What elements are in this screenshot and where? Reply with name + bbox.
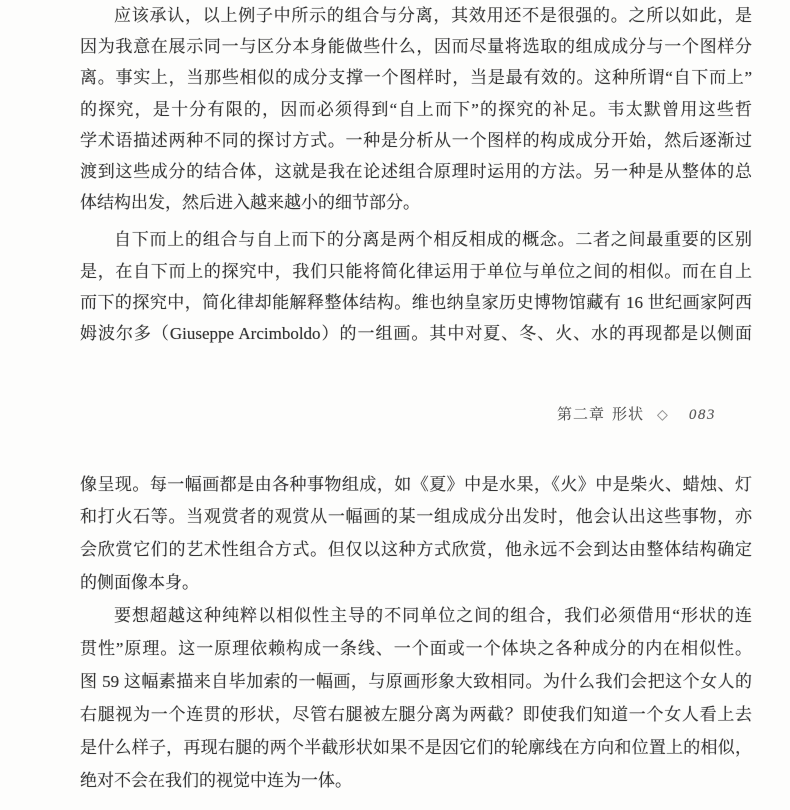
text-line: 绝对不会在我们的视觉中连为一体。 (80, 770, 352, 790)
text-line: 体结构出发，然后进入越来越小的细节部分。 (80, 193, 420, 213)
text-line: 右腿视为一个连贯的形状，尽管右腿被左腿分离为两截？即使我们知道一个女人看上去 (80, 704, 752, 724)
text-line: 和打火石等。当观赏者的观赏从一幅画的某一组成成分出发时，他会认出这些事物，亦 (80, 507, 752, 527)
text-line: 的探究，是十分有限的，因而必须得到“自上而下”的探究的补足。韦太默曾用这些哲 (80, 99, 752, 119)
text-line: 会欣赏它们的艺术性组合方式。但仅以这种方式欣赏，他永远不会到达由整体结构确定 (80, 540, 752, 560)
text-line: 要想超越这种纯粹以相似性主导的不同单位之间的组合，我们必须借用“形状的连 (114, 606, 752, 626)
page-083-body-text (80, 0, 752, 349)
text-line: 是什么样子，再现右腿的两个半截形状如果不是因它们的轮廓线在方向和位置上的相似， (80, 737, 752, 757)
text-line: 是，在自下而上的探究中，我们只能将简化律运用于单位与单位之间的相似。而在自上 (80, 261, 752, 281)
page-footer (557, 404, 716, 427)
text-line: 离。事实上，当那些相似的成分支撑一个图样时，当是最有效的。这种所谓“自下而上” (80, 68, 752, 88)
text-line: 像呈现。每一幅画都是由各种事物组成，如《夏》中是水果，《火》中是柴火、蜡烛、灯 (80, 474, 752, 494)
text-line: 图 59 这幅素描来自毕加索的一幅画，与原画形象大致相同。为什么我们会把这个女人的 (80, 671, 752, 691)
text-line: 学术语描述两种不同的探讨方式。一种是分析从一个图样的构成成分开始，然后逐渐过 (80, 130, 752, 150)
section-title-label: 形状 (612, 407, 645, 423)
text-line: 自下而上的组合与自上而下的分离是两个相反相成的概念。二者之间最重要的区别 (114, 230, 752, 250)
text-line: 应该承认，以上例子中所示的组合与分离，其效用还不是很强的。之所以如此，是 (114, 6, 752, 25)
chapter-label: 第二章 (557, 407, 606, 423)
diamond-icon: ◇ (657, 408, 668, 423)
text-line: 的侧面像本身。 (80, 573, 199, 593)
page-number: 083 (688, 407, 716, 423)
page-084-body-text (80, 469, 752, 798)
text-line: 因为我意在展示同一与区分本身能做些什么，因而尽量将选取的组成成分与一个图样分 (80, 37, 752, 57)
text-line: 而下的探究中，简化律却能解释整体结构。维也纳皇家历史博物馆藏有 16 世纪画家阿西 (80, 292, 752, 312)
text-line: 贯性”原理。这一原理依赖构成一条线、一个面或一个体块之各种成分的内在相似性。 (80, 638, 752, 658)
text-line: 渡到这些成分的结合体，这就是我在论述组合原理时运用的方法。另一种是从整体的总 (80, 161, 752, 181)
text-line: 姆波尔多（Giuseppe Arcimboldo）的一组画。其中对夏、冬、火、水的再现都是以侧面 (80, 323, 752, 343)
